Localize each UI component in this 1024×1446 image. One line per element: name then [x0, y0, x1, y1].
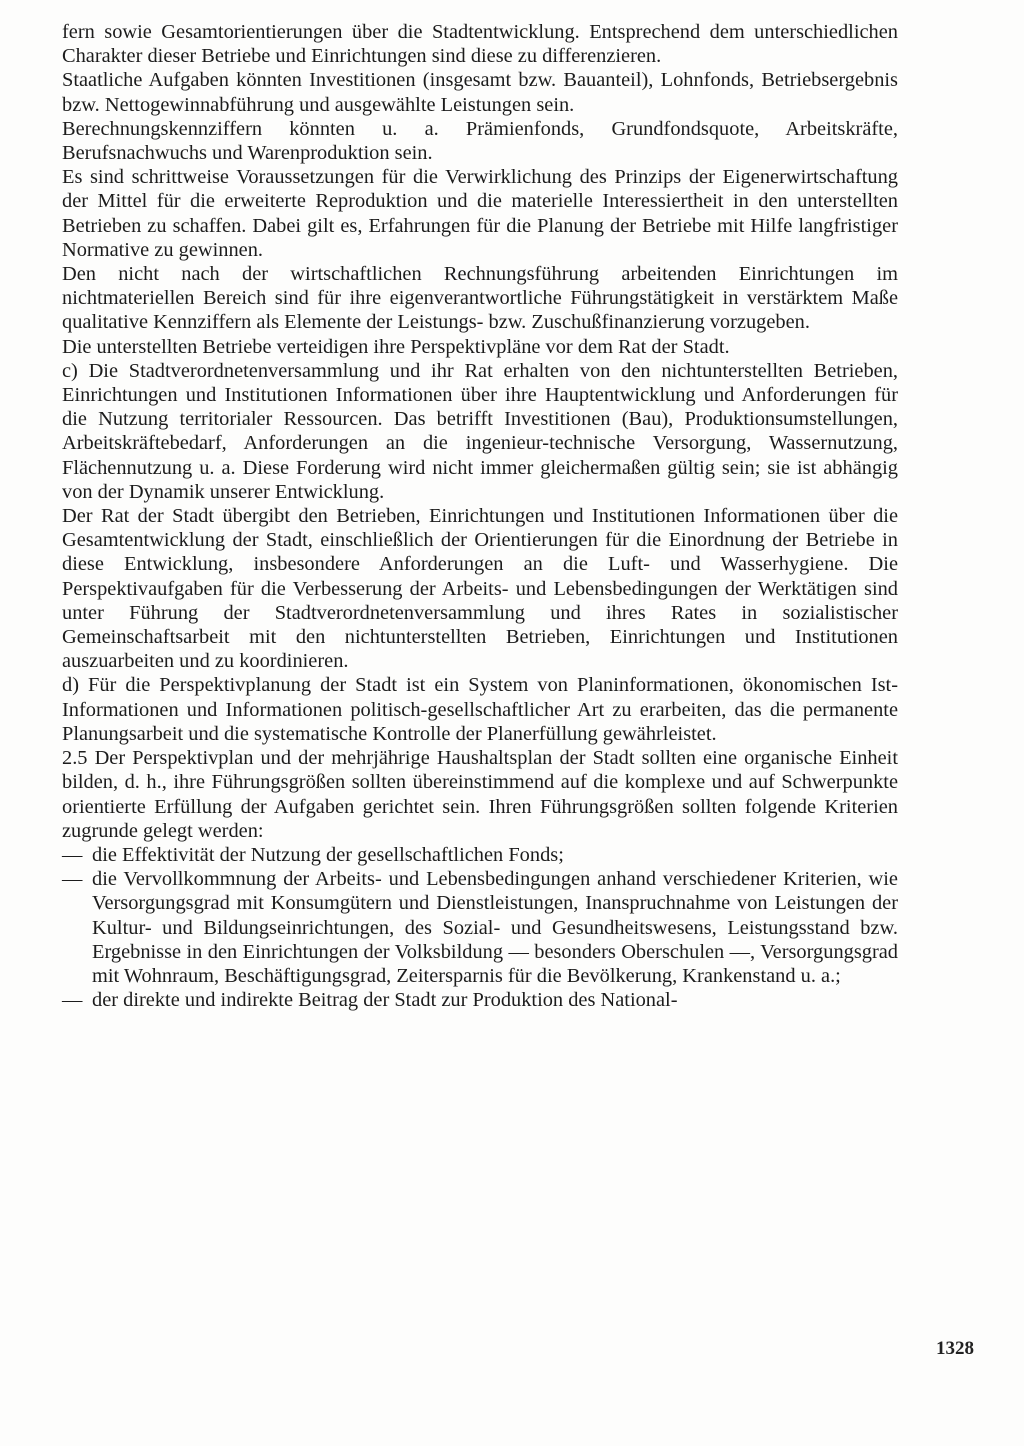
page-number: 1328 — [936, 1338, 974, 1359]
paragraph-4: Es sind schrittweise Voraussetzungen für die Verwirklichung des Prinzips der Eigenerwirtschaftung der Mittel für die erweiterte Reproduktion und die materielle Interessiertheit in den unterstellten Betrieben zu schaffen. Dabei gilt es, Erfahrungen für die Planung der Betriebe mit Hilfe langfristiger Normative zu gewinnen. — [62, 166, 898, 261]
list-item-text: die Vervollkommnung der Arbeits- und Lebensbedingungen anhand verschiedener Kriterien, wie Versorgungsgrad mit Konsumgütern und Dienstleistungen, Inanspruchnahme von Leistungen der Kultur- und Bildungseinrichtungen, des Sozial- und Gesundheitswesens, Leistungsstand bzw. Ergebnisse in den Einrichtungen der Volksbildung — besonders Oberschulen —, Versorgungsgrad mit Wohnraum, Beschäftigungsgrad, Zeitersparnis für die Bevölkerung, Krankenstand u. a.; — [92, 868, 898, 987]
list-item-2 — [62, 867, 898, 988]
list-item-text: die Effektivität der Nutzung der gesellschaftlichen Fonds; — [92, 843, 564, 866]
paragraph-5: Den nicht nach der wirtschaftlichen Rechnungsführung arbeitenden Einrichtungen im nichtmateriellen Bereich sind für ihre eigenverantwortliche Führungstätigkeit in verstärktem Maße qualitative Kennziffern als Elemente der Leistungs- bzw. Zuschußfinanzierung vorzugeben. — [62, 263, 898, 334]
paragraph-2: Staatliche Aufgaben könnten Investitionen (insgesamt bzw. Bauanteil), Lohnfonds, Betriebsergebnis bzw. Nettogewinnabführung und ausgewählte Leistungen sein. — [62, 69, 898, 116]
list-item-3 — [62, 988, 898, 1012]
paragraph-1: fern sowie Gesamtorientierungen über die Stadtentwicklung. Entsprechend dem unterschiedlichen Charakter dieser Betriebe und Einrichtungen sind diese zu differenzieren. — [62, 21, 898, 68]
dash-marker: — — [62, 843, 83, 866]
dash-marker: — — [62, 868, 83, 891]
paragraph-6: Die unterstellten Betriebe verteidigen ihre Perspektivpläne vor dem Rat der Stadt. — [62, 335, 730, 358]
dash-marker: — — [62, 989, 83, 1012]
paragraph-10: 2.5 Der Perspektivplan und der mehrjährige Haushaltsplan der Stadt sollten eine organische Einheit bilden, d. h., ihre Führungsgrößen sollten übereinstimmend auf die komplexe und auf Schwerpunkte orientierte Erfüllung der Aufgaben gerichtet sein. Ihren Führungsgrößen sollten folgende Kriterien zugrunde gelegt werden: — [62, 747, 898, 842]
paragraph-8: Der Rat der Stadt übergibt den Betrieben, Einrichtungen und Institutionen Informationen über die Gesamtentwicklung der Stadt, einschließlich der Orientierungen für die Einordnung der Betriebe in diese Entwicklung, insbesondere Anforderungen an die Luft- und Wasserhygiene. Die Perspektivaufgaben für die Verbesserung der Arbeits- und Lebensbedingungen der Werktätigen sind unter Führung der Stadtverordnetenversammlung und ihres Rates in sozialistischer Gemeinschaftsarbeit mit den nichtunterstellten Betrieben, Einrichtungen und Institutionen auszuarbeiten und zu koordinieren. — [62, 505, 898, 673]
list-item-text: der direkte und indirekte Beitrag der Stadt zur Produktion des National- — [92, 989, 678, 1012]
paragraph-3: Berechnungskennziffern könnten u. a. Prämienfonds, Grundfondsquote, Arbeitskräfte, Berufsnachwuchs und Warenproduktion sein. — [62, 117, 898, 165]
paragraph-7: c) Die Stadtverordnetenversammlung und ihr Rat erhalten von den nichtunterstellten Betrieben, Einrichtungen und Institutionen Informationen über ihre Hauptentwicklung und Anforderungen für die Nutzung territorialer Ressourcen. Das betrifft Investitionen (Bau), Produktionsumstellungen, Arbeitskräftebedarf, Anforderungen an die ingenieur-technische Versorgung, Wassernutzung, Flächennutzung u. a. Diese Forderung wird nicht immer gleichermaßen gültig sein; sie ist abhängig von der Dynamik unserer Entwicklung. — [62, 359, 898, 503]
list-item-1 — [62, 843, 898, 867]
paragraph-9: d) Für die Perspektivplanung der Stadt ist ein System von Planinformationen, ökonomischen Ist-Informationen und Informationen politisch-gesellschaftlicher Art zu erarbeiten, das die permanente Planungsarbeit und die systematische Kontrolle der Planerfüllung gewährleistet. — [62, 674, 898, 745]
body-text — [62, 20, 898, 1012]
